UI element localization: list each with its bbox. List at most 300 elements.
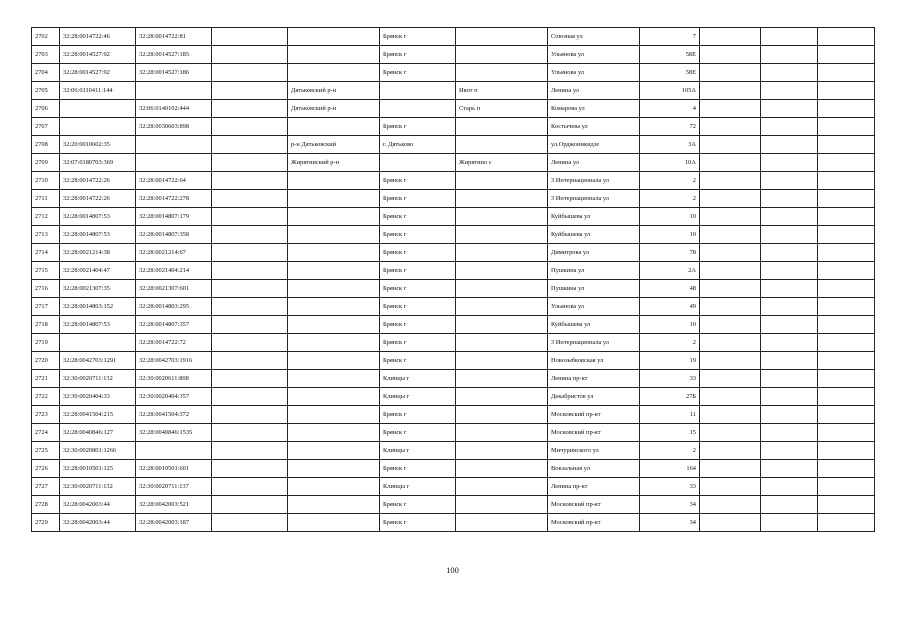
cell-district xyxy=(288,208,380,226)
cell-extra-1 xyxy=(212,208,288,226)
cell-house: 78 xyxy=(640,244,700,262)
cell-city: Брянск г xyxy=(380,352,456,370)
cell-house: 2 xyxy=(640,442,700,460)
cell-street: Куйбышева ул xyxy=(548,316,640,334)
cell-city xyxy=(380,154,456,172)
cell-extra-2 xyxy=(700,478,761,496)
cell-settlement xyxy=(456,442,548,460)
cell-extra-4 xyxy=(818,424,875,442)
cell-extra-1 xyxy=(212,514,288,532)
cell-settlement xyxy=(456,424,548,442)
cell-cadastral-number: 32:30:0020404:33 xyxy=(60,388,136,406)
cell-city: Брянск г xyxy=(380,64,456,82)
cell-row-number: 2710 xyxy=(32,172,60,190)
cell-city: Брянск г xyxy=(380,226,456,244)
cell-cadastral-number: 32:28:0014807:53 xyxy=(60,208,136,226)
cell-city: Брянск г xyxy=(380,460,456,478)
cell-street: Димитрова ул xyxy=(548,244,640,262)
cell-row-number: 2713 xyxy=(32,226,60,244)
cell-city: Брянск г xyxy=(380,334,456,352)
cell-cadastral-number: 32:28:0021404:47 xyxy=(60,262,136,280)
cell-extra-2 xyxy=(700,226,761,244)
cell-extra-2 xyxy=(700,514,761,532)
cell-row-number: 2717 xyxy=(32,298,60,316)
cell-extra-4 xyxy=(818,226,875,244)
cell-extra-1 xyxy=(212,28,288,46)
cell-row-number: 2716 xyxy=(32,280,60,298)
table-row xyxy=(32,100,875,118)
cell-extra-4 xyxy=(818,136,875,154)
cell-row-number: 2718 xyxy=(32,316,60,334)
cell-extra-2 xyxy=(700,46,761,64)
cell-cadastral-number: 32:20:0010602:35 xyxy=(60,136,136,154)
cell-extra-4 xyxy=(818,352,875,370)
cell-street: 3 Интернационала ул xyxy=(548,172,640,190)
cell-object-number: 32:28:0042703:1916 xyxy=(136,352,212,370)
cell-row-number: 2723 xyxy=(32,406,60,424)
cell-extra-1 xyxy=(212,334,288,352)
cell-street: Московский пр-кт xyxy=(548,514,640,532)
cell-extra-4 xyxy=(818,190,875,208)
cell-extra-3 xyxy=(761,82,818,100)
cell-object-number: 32:06:0140102:444 xyxy=(136,100,212,118)
cell-extra-2 xyxy=(700,244,761,262)
cell-extra-1 xyxy=(212,388,288,406)
table-row xyxy=(32,208,875,226)
cell-settlement xyxy=(456,352,548,370)
cell-object-number: 32:28:0041504:372 xyxy=(136,406,212,424)
cell-settlement xyxy=(456,280,548,298)
cell-district xyxy=(288,64,380,82)
cell-extra-2 xyxy=(700,82,761,100)
cell-extra-4 xyxy=(818,460,875,478)
cell-house: 58Е xyxy=(640,64,700,82)
cell-extra-2 xyxy=(700,388,761,406)
cell-street: Куйбышева ул xyxy=(548,208,640,226)
cell-extra-2 xyxy=(700,154,761,172)
table-row xyxy=(32,118,875,136)
cell-city: Брянск г xyxy=(380,28,456,46)
cell-extra-4 xyxy=(818,388,875,406)
cell-extra-3 xyxy=(761,406,818,424)
cell-house: 10 xyxy=(640,226,700,244)
cell-district xyxy=(288,190,380,208)
cell-city: Клинцы г xyxy=(380,370,456,388)
cell-extra-4 xyxy=(818,100,875,118)
cell-street: Новозыбковская ул xyxy=(548,352,640,370)
cell-cadastral-number: 32:07:0180703:369 xyxy=(60,154,136,172)
cell-street: Ульянова ул xyxy=(548,64,640,82)
cell-row-number: 2702 xyxy=(32,28,60,46)
cell-extra-4 xyxy=(818,298,875,316)
cell-row-number: 2720 xyxy=(32,352,60,370)
cell-cadastral-number: 32:28:0021307:35 xyxy=(60,280,136,298)
cell-extra-3 xyxy=(761,172,818,190)
cell-extra-3 xyxy=(761,496,818,514)
cell-extra-3 xyxy=(761,424,818,442)
cell-city: Брянск г xyxy=(380,244,456,262)
cell-cadastral-number: 32:28:0040846:127 xyxy=(60,424,136,442)
cell-settlement xyxy=(456,28,548,46)
cell-extra-1 xyxy=(212,280,288,298)
table-row xyxy=(32,424,875,442)
table-row xyxy=(32,82,875,100)
cell-object-number: 32:28:0030603:898 xyxy=(136,118,212,136)
cell-extra-3 xyxy=(761,514,818,532)
table-row xyxy=(32,172,875,190)
cell-house: 7 xyxy=(640,28,700,46)
cell-extra-2 xyxy=(700,442,761,460)
cell-street: Ленина ул xyxy=(548,82,640,100)
cell-cadastral-number: 32:30:0020711:132 xyxy=(60,370,136,388)
cell-extra-4 xyxy=(818,154,875,172)
cell-extra-1 xyxy=(212,226,288,244)
cell-row-number: 2729 xyxy=(32,514,60,532)
cell-extra-1 xyxy=(212,154,288,172)
cell-extra-1 xyxy=(212,262,288,280)
cell-cadastral-number: 32:28:0014807:53 xyxy=(60,226,136,244)
cell-settlement xyxy=(456,406,548,424)
cell-street: Пушкина ул xyxy=(548,262,640,280)
cell-city: Клинцы г xyxy=(380,388,456,406)
cell-cadastral-number: 32:28:0014803:152 xyxy=(60,298,136,316)
cell-row-number: 2719 xyxy=(32,334,60,352)
cell-extra-2 xyxy=(700,28,761,46)
cell-extra-3 xyxy=(761,136,818,154)
cell-extra-4 xyxy=(818,172,875,190)
cell-settlement xyxy=(456,298,548,316)
cell-cadastral-number xyxy=(60,118,136,136)
cell-city: Брянск г xyxy=(380,298,456,316)
cell-cadastral-number: 32:28:0041504:215 xyxy=(60,406,136,424)
cell-district: р-н Дятьковский xyxy=(288,136,380,154)
cell-district xyxy=(288,244,380,262)
cell-city: Клинцы г xyxy=(380,478,456,496)
cell-extra-3 xyxy=(761,478,818,496)
cell-extra-2 xyxy=(700,460,761,478)
cell-house: 19 xyxy=(640,352,700,370)
cell-extra-2 xyxy=(700,136,761,154)
cell-city xyxy=(380,100,456,118)
cell-district xyxy=(288,460,380,478)
cell-street: 3 Интернационала ул xyxy=(548,190,640,208)
cell-district: Дятьковский р-н xyxy=(288,100,380,118)
cell-settlement xyxy=(456,388,548,406)
cell-extra-3 xyxy=(761,64,818,82)
table-row xyxy=(32,244,875,262)
cell-row-number: 2708 xyxy=(32,136,60,154)
cell-city: Брянск г xyxy=(380,316,456,334)
cell-district xyxy=(288,28,380,46)
cell-cadastral-number: 32:28:0042003:44 xyxy=(60,514,136,532)
cell-extra-4 xyxy=(818,208,875,226)
cell-house: 10 xyxy=(640,208,700,226)
cell-city: Брянск г xyxy=(380,190,456,208)
table-row xyxy=(32,496,875,514)
cell-extra-4 xyxy=(818,370,875,388)
cell-extra-4 xyxy=(818,280,875,298)
cell-extra-2 xyxy=(700,316,761,334)
cell-extra-1 xyxy=(212,118,288,136)
cell-district xyxy=(288,226,380,244)
cell-extra-3 xyxy=(761,316,818,334)
cell-extra-1 xyxy=(212,46,288,64)
cell-object-number: 32:28:0014527:185 xyxy=(136,46,212,64)
cell-city: Брянск г xyxy=(380,514,456,532)
cell-house: 48 xyxy=(640,280,700,298)
cell-extra-4 xyxy=(818,82,875,100)
cell-city: Брянск г xyxy=(380,280,456,298)
cell-street: Союзная ул xyxy=(548,28,640,46)
cell-row-number: 2727 xyxy=(32,478,60,496)
cell-settlement xyxy=(456,370,548,388)
cell-settlement xyxy=(456,262,548,280)
cell-extra-1 xyxy=(212,424,288,442)
cell-extra-2 xyxy=(700,100,761,118)
cell-house: 105А xyxy=(640,82,700,100)
cell-extra-3 xyxy=(761,352,818,370)
cell-row-number: 2707 xyxy=(32,118,60,136)
cell-district xyxy=(288,442,380,460)
cell-district xyxy=(288,370,380,388)
cell-extra-2 xyxy=(700,262,761,280)
table-row xyxy=(32,388,875,406)
table-row xyxy=(32,460,875,478)
cell-row-number: 2703 xyxy=(32,46,60,64)
cell-extra-3 xyxy=(761,262,818,280)
cell-object-number: 32:28:0014722:278 xyxy=(136,190,212,208)
cell-extra-3 xyxy=(761,118,818,136)
table-row xyxy=(32,316,875,334)
cell-settlement xyxy=(456,118,548,136)
cell-settlement xyxy=(456,226,548,244)
cell-district xyxy=(288,514,380,532)
cell-object-number xyxy=(136,154,212,172)
cell-settlement xyxy=(456,244,548,262)
cell-street: ул.Орджоникидзе xyxy=(548,136,640,154)
cell-row-number: 2715 xyxy=(32,262,60,280)
cell-extra-3 xyxy=(761,334,818,352)
cell-house: 72 xyxy=(640,118,700,136)
cell-cadastral-number xyxy=(60,100,136,118)
cell-object-number: 32:28:0021307:601 xyxy=(136,280,212,298)
cell-city: Брянск г xyxy=(380,118,456,136)
cell-extra-1 xyxy=(212,370,288,388)
cell-object-number: 32:28:0042003:187 xyxy=(136,514,212,532)
cell-district xyxy=(288,298,380,316)
cell-row-number: 2709 xyxy=(32,154,60,172)
cell-extra-2 xyxy=(700,298,761,316)
cell-house: 164 xyxy=(640,460,700,478)
cell-street: Московский пр-кт xyxy=(548,496,640,514)
cell-extra-2 xyxy=(700,334,761,352)
cell-object-number: 32:28:0014807:358 xyxy=(136,226,212,244)
cell-extra-3 xyxy=(761,298,818,316)
cell-house: 34 xyxy=(640,496,700,514)
cell-object-number: 32:30:0020611:808 xyxy=(136,370,212,388)
cell-district: Дятьковский р-н xyxy=(288,82,380,100)
cell-house: 10 xyxy=(640,316,700,334)
cell-city: Брянск г xyxy=(380,424,456,442)
cell-extra-1 xyxy=(212,460,288,478)
cell-settlement: Жирятино с xyxy=(456,154,548,172)
cell-house: 2 xyxy=(640,334,700,352)
cell-extra-2 xyxy=(700,496,761,514)
cell-extra-3 xyxy=(761,226,818,244)
cell-extra-3 xyxy=(761,154,818,172)
cell-city xyxy=(380,82,456,100)
cell-extra-1 xyxy=(212,100,288,118)
cell-object-number: 32:28:0014527:186 xyxy=(136,64,212,82)
cell-extra-3 xyxy=(761,280,818,298)
cell-extra-2 xyxy=(700,118,761,136)
cell-city: Брянск г xyxy=(380,262,456,280)
cell-extra-1 xyxy=(212,406,288,424)
cell-row-number: 2712 xyxy=(32,208,60,226)
table-row xyxy=(32,298,875,316)
table-row xyxy=(32,154,875,172)
cell-extra-2 xyxy=(700,64,761,82)
cell-cadastral-number: 32:30:0020801:1266 xyxy=(60,442,136,460)
cell-extra-1 xyxy=(212,352,288,370)
cell-district xyxy=(288,352,380,370)
cell-city: Брянск г xyxy=(380,496,456,514)
cell-extra-1 xyxy=(212,136,288,154)
cell-object-number: 32:28:0021404:214 xyxy=(136,262,212,280)
table-row xyxy=(32,370,875,388)
cell-district xyxy=(288,262,380,280)
cell-street: Мичуринского ул xyxy=(548,442,640,460)
table-row xyxy=(32,352,875,370)
cell-district xyxy=(288,478,380,496)
cell-house: 49 xyxy=(640,298,700,316)
cell-cadastral-number: 32:28:0014722:26 xyxy=(60,172,136,190)
cell-object-number xyxy=(136,442,212,460)
cell-extra-4 xyxy=(818,334,875,352)
cell-settlement xyxy=(456,172,548,190)
cell-extra-3 xyxy=(761,442,818,460)
cell-object-number: 32:28:0042003:521 xyxy=(136,496,212,514)
cell-district xyxy=(288,316,380,334)
cell-city: Брянск г xyxy=(380,406,456,424)
cell-extra-4 xyxy=(818,244,875,262)
cell-cadastral-number: 32:28:0014527:92 xyxy=(60,64,136,82)
cell-extra-4 xyxy=(818,28,875,46)
cell-extra-3 xyxy=(761,460,818,478)
cell-district xyxy=(288,118,380,136)
cell-extra-1 xyxy=(212,82,288,100)
cell-settlement xyxy=(456,496,548,514)
cell-settlement: Старь п xyxy=(456,100,548,118)
cell-extra-1 xyxy=(212,64,288,82)
cell-extra-4 xyxy=(818,514,875,532)
cell-settlement xyxy=(456,136,548,154)
cell-settlement xyxy=(456,514,548,532)
cell-street: Декабристов ул xyxy=(548,388,640,406)
cell-extra-2 xyxy=(700,406,761,424)
cell-settlement xyxy=(456,46,548,64)
cell-extra-2 xyxy=(700,352,761,370)
cell-district xyxy=(288,46,380,64)
cell-cadastral-number xyxy=(60,334,136,352)
cell-district xyxy=(288,496,380,514)
cell-district xyxy=(288,424,380,442)
cell-extra-1 xyxy=(212,244,288,262)
cell-settlement xyxy=(456,334,548,352)
cell-extra-4 xyxy=(818,442,875,460)
cell-row-number: 2706 xyxy=(32,100,60,118)
cell-house: 58Е xyxy=(640,46,700,64)
cell-street: Костычева ул xyxy=(548,118,640,136)
cell-extra-3 xyxy=(761,388,818,406)
cell-object-number: 32:28:0014722:72 xyxy=(136,334,212,352)
cell-row-number: 2705 xyxy=(32,82,60,100)
cell-object-number: 32:28:0014722:64 xyxy=(136,172,212,190)
cell-row-number: 2714 xyxy=(32,244,60,262)
cell-extra-3 xyxy=(761,46,818,64)
cell-object-number: 32:28:0010501:601 xyxy=(136,460,212,478)
cell-row-number: 2711 xyxy=(32,190,60,208)
cell-settlement xyxy=(456,208,548,226)
cell-cadastral-number: 32:06:0110411:144 xyxy=(60,82,136,100)
cell-extra-4 xyxy=(818,46,875,64)
cell-city: Брянск г xyxy=(380,208,456,226)
cell-street: Комарова ул xyxy=(548,100,640,118)
cell-house: 2 xyxy=(640,190,700,208)
cell-cadastral-number: 32:28:0010501:125 xyxy=(60,460,136,478)
cell-street: Вокзальная ул xyxy=(548,460,640,478)
cell-extra-4 xyxy=(818,478,875,496)
cell-cadastral-number: 32:28:0021214:38 xyxy=(60,244,136,262)
cell-row-number: 2724 xyxy=(32,424,60,442)
cell-street: Ленина пр-кт xyxy=(548,478,640,496)
table-row xyxy=(32,64,875,82)
cell-extra-3 xyxy=(761,370,818,388)
cell-cadastral-number: 32:30:0020711:132 xyxy=(60,478,136,496)
cell-house: 34 xyxy=(640,514,700,532)
cell-extra-3 xyxy=(761,190,818,208)
cell-city: г. Дятьково xyxy=(380,136,456,154)
page-number: 100 xyxy=(446,565,459,575)
table-body xyxy=(32,28,875,532)
table-row xyxy=(32,28,875,46)
cell-object-number: 32:30:0020404:357 xyxy=(136,388,212,406)
cell-object-number: 32:28:0014722:81 xyxy=(136,28,212,46)
cell-extra-3 xyxy=(761,100,818,118)
cell-row-number: 2725 xyxy=(32,442,60,460)
cell-object-number xyxy=(136,82,212,100)
cell-extra-1 xyxy=(212,298,288,316)
table-row xyxy=(32,280,875,298)
cell-extra-1 xyxy=(212,442,288,460)
cell-street: Ленина пр-кт xyxy=(548,370,640,388)
table-row xyxy=(32,442,875,460)
cell-settlement xyxy=(456,190,548,208)
cell-city: Брянск г xyxy=(380,46,456,64)
table-row xyxy=(32,46,875,64)
cell-street: 3 Интернационала ул xyxy=(548,334,640,352)
cell-cadastral-number: 32:28:0014722:26 xyxy=(60,190,136,208)
cell-extra-2 xyxy=(700,424,761,442)
cell-street: Ульянова ул xyxy=(548,298,640,316)
cell-extra-2 xyxy=(700,370,761,388)
cell-extra-2 xyxy=(700,172,761,190)
cell-house: 4 xyxy=(640,100,700,118)
cell-extra-2 xyxy=(700,190,761,208)
cell-district xyxy=(288,280,380,298)
cell-extra-3 xyxy=(761,244,818,262)
cell-extra-4 xyxy=(818,262,875,280)
